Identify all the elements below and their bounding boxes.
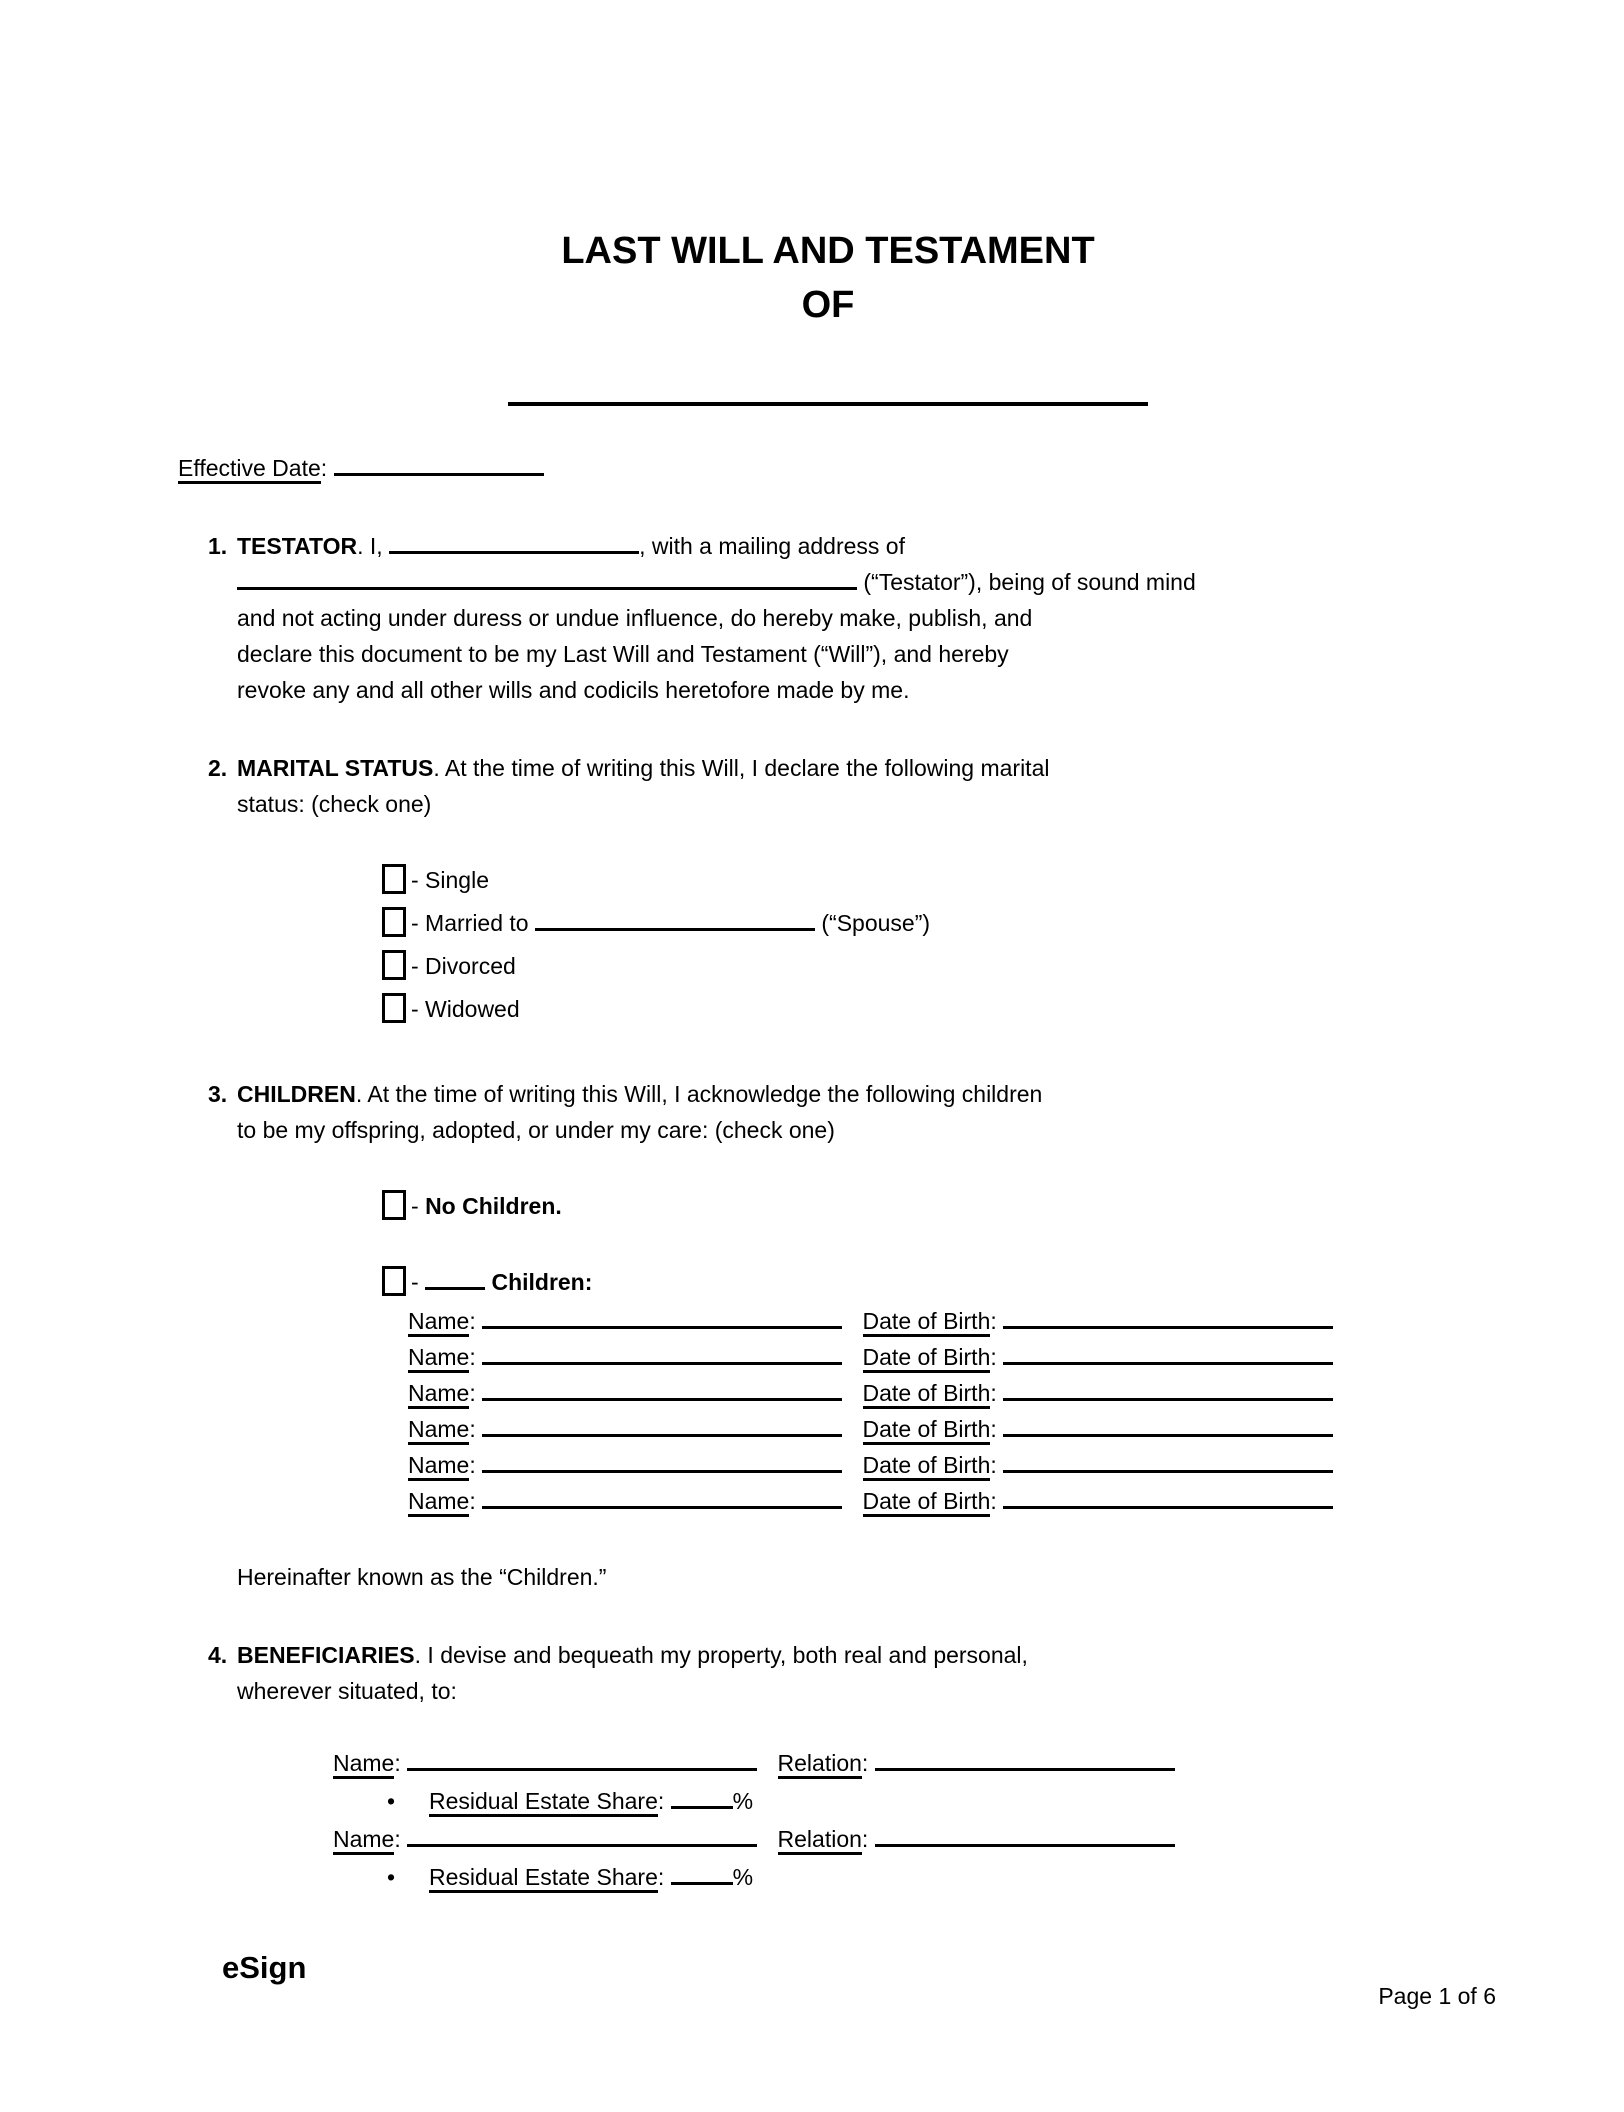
testator-text-5: declare this document to be my Last Will and Testament (“Will”), and hereby xyxy=(237,641,1009,667)
testator-name-line[interactable] xyxy=(508,402,1148,406)
title-line-2: OF xyxy=(801,284,855,326)
child-dob-colon: : xyxy=(990,1344,997,1370)
residual-share-blank[interactable] xyxy=(671,1860,733,1885)
child-dob-label: Date of Birth xyxy=(863,1416,991,1445)
child-dob-label: Date of Birth xyxy=(863,1380,991,1409)
child-name-colon: : xyxy=(469,1452,476,1478)
beneficiary-name-colon: : xyxy=(394,1750,401,1776)
testator-name-blank[interactable] xyxy=(389,529,639,554)
children-count-colon: : xyxy=(584,1269,593,1295)
page-number: Page 1 of 6 xyxy=(1378,1983,1496,2009)
child-name-blank[interactable] xyxy=(482,1484,842,1509)
residual-share-label: Residual Estate Share xyxy=(429,1864,658,1893)
residual-share-colon: : xyxy=(657,1864,665,1890)
child-name-label: Name xyxy=(408,1452,469,1481)
beneficiary-name-blank[interactable] xyxy=(407,1822,757,1847)
testator-text-6: revoke any and all other wills and codicils heretofore made by me. xyxy=(237,677,910,703)
effective-date-colon: : xyxy=(320,455,328,481)
section-marital-status xyxy=(178,750,1478,1034)
section-testator-number: 1. xyxy=(208,533,228,559)
child-name-label: Name xyxy=(408,1416,469,1445)
child-row xyxy=(408,1483,1478,1519)
testator-text-1: . I, xyxy=(357,533,383,559)
children-text-2: to be my offspring, adopted, or under my care: (check one) xyxy=(237,1117,835,1143)
child-row xyxy=(408,1303,1478,1339)
checkbox-married[interactable] xyxy=(382,907,406,937)
children-count-blank[interactable] xyxy=(425,1265,485,1290)
beneficiary-name-colon: : xyxy=(394,1826,401,1852)
testator-text-4: and not acting under duress or undue influence, do hereby make, publish, and xyxy=(237,605,1033,631)
child-name-blank[interactable] xyxy=(482,1304,842,1329)
checkbox-children-count[interactable] xyxy=(382,1266,406,1296)
residual-share-row xyxy=(387,1859,1478,1895)
option-single xyxy=(382,862,1478,898)
marital-options xyxy=(382,862,1478,1027)
child-dob-blank[interactable] xyxy=(1003,1340,1333,1365)
children-text-1: . At the time of writing this Will, I acknowledge the following children xyxy=(355,1081,1043,1107)
child-name-label: Name xyxy=(408,1488,469,1517)
beneficiaries-text-2: wherever situated, to: xyxy=(237,1678,457,1704)
no-children-label: No Children. xyxy=(425,1193,562,1219)
residual-share-blank[interactable] xyxy=(671,1784,733,1809)
option-married-suffix: (“Spouse”) xyxy=(821,910,931,936)
option-widowed xyxy=(382,991,1478,1027)
section-testator-heading: TESTATOR xyxy=(237,533,358,559)
section-children-heading: CHILDREN xyxy=(237,1081,356,1107)
child-dob-label: Date of Birth xyxy=(863,1308,991,1337)
child-name-label: Name xyxy=(408,1308,469,1337)
no-children-dash: - xyxy=(411,1193,419,1219)
child-name-label: Name xyxy=(408,1344,469,1373)
child-name-blank[interactable] xyxy=(482,1376,842,1401)
residual-share-row xyxy=(387,1783,1478,1819)
section-children-body xyxy=(237,1076,1478,1595)
beneficiary-relation-label: Relation xyxy=(778,1750,862,1779)
marital-text-1: . At the time of writing this Will, I declare the following marital xyxy=(433,755,1050,781)
section-beneficiaries-number: 4. xyxy=(208,1642,228,1668)
children-list xyxy=(408,1303,1478,1519)
section-testator xyxy=(178,528,1478,708)
child-dob-blank[interactable] xyxy=(1003,1412,1333,1437)
child-row xyxy=(408,1375,1478,1411)
child-dob-blank[interactable] xyxy=(1003,1484,1333,1509)
option-divorced xyxy=(382,948,1478,984)
child-name-colon: : xyxy=(469,1380,476,1406)
children-count-label: Children xyxy=(491,1269,585,1295)
checkbox-single[interactable] xyxy=(382,864,406,894)
beneficiary-row xyxy=(333,1821,1478,1857)
beneficiary-name-label: Name xyxy=(333,1750,394,1779)
child-name-colon: : xyxy=(469,1344,476,1370)
checkbox-divorced[interactable] xyxy=(382,950,406,980)
child-name-colon: : xyxy=(469,1308,476,1334)
spouse-name-blank[interactable] xyxy=(535,906,815,931)
section-beneficiaries xyxy=(178,1637,1478,1897)
child-dob-blank[interactable] xyxy=(1003,1376,1333,1401)
child-dob-colon: : xyxy=(990,1488,997,1514)
beneficiaries-text-1: . I devise and bequeath my property, both real and personal, xyxy=(414,1642,1028,1668)
child-row xyxy=(408,1339,1478,1375)
child-name-colon: : xyxy=(469,1488,476,1514)
beneficiary-relation-colon: : xyxy=(861,1750,869,1776)
child-dob-colon: : xyxy=(990,1452,997,1478)
option-married xyxy=(382,905,1478,941)
bullet-icon: • xyxy=(387,1864,396,1890)
option-no-children xyxy=(382,1188,1478,1224)
beneficiary-relation-label: Relation xyxy=(778,1826,862,1855)
title-line-1: LAST WILL AND TESTAMENT xyxy=(561,230,1095,272)
beneficiary-row xyxy=(333,1745,1478,1781)
child-dob-blank[interactable] xyxy=(1003,1304,1333,1329)
effective-date-blank[interactable] xyxy=(334,451,544,476)
section-children xyxy=(178,1076,1478,1595)
beneficiary-name-blank[interactable] xyxy=(407,1746,757,1771)
beneficiary-relation-blank[interactable] xyxy=(875,1746,1175,1771)
child-dob-colon: : xyxy=(990,1416,997,1442)
child-name-blank[interactable] xyxy=(482,1412,842,1437)
child-name-blank[interactable] xyxy=(482,1340,842,1365)
percent-sign: % xyxy=(732,1788,754,1814)
effective-date-row xyxy=(178,450,1478,486)
esign-logo: eSign xyxy=(222,1950,307,1985)
checkbox-widowed[interactable] xyxy=(382,993,406,1023)
checkbox-no-children[interactable] xyxy=(382,1190,406,1220)
option-married-label: - Married to xyxy=(411,910,529,936)
section-testator-body xyxy=(237,528,1478,708)
bullet-icon: • xyxy=(387,1788,396,1814)
section-beneficiaries-body xyxy=(237,1637,1478,1897)
section-beneficiaries-heading: BENEFICIARIES xyxy=(237,1642,415,1668)
effective-date-label: Effective Date xyxy=(178,455,321,484)
section-marital-number: 2. xyxy=(208,755,228,781)
child-dob-colon: : xyxy=(990,1380,997,1406)
beneficiaries-list xyxy=(333,1745,1478,1895)
section-children-number: 3. xyxy=(208,1081,228,1107)
beneficiary-relation-colon: : xyxy=(861,1826,869,1852)
testator-text-3: (“Testator”), being of sound mind xyxy=(863,569,1196,595)
child-name-blank[interactable] xyxy=(482,1448,842,1473)
child-name-label: Name xyxy=(408,1380,469,1409)
residual-share-colon: : xyxy=(657,1788,665,1814)
hereinafter-note: Hereinafter known as the “Children.” xyxy=(237,1564,607,1590)
marital-text-2: status: (check one) xyxy=(237,791,432,817)
child-dob-label: Date of Birth xyxy=(863,1488,991,1517)
child-dob-blank[interactable] xyxy=(1003,1448,1333,1473)
option-widowed-label: - Widowed xyxy=(411,996,520,1022)
page-title xyxy=(178,224,1478,332)
child-dob-colon: : xyxy=(990,1308,997,1334)
option-single-label: - Single xyxy=(411,867,489,893)
child-dob-label: Date of Birth xyxy=(863,1452,991,1481)
mailing-address-blank[interactable] xyxy=(237,565,857,590)
section-marital-body xyxy=(237,750,1478,1034)
section-marital-heading: MARITAL STATUS xyxy=(237,755,434,781)
child-row xyxy=(408,1411,1478,1447)
beneficiary-relation-blank[interactable] xyxy=(875,1822,1175,1847)
child-name-colon: : xyxy=(469,1416,476,1442)
residual-share-label: Residual Estate Share xyxy=(429,1788,658,1817)
beneficiary-name-label: Name xyxy=(333,1826,394,1855)
child-dob-label: Date of Birth xyxy=(863,1344,991,1373)
option-children-count xyxy=(382,1264,1478,1300)
testator-text-2: , with a mailing address of xyxy=(639,533,905,559)
percent-sign: % xyxy=(732,1864,754,1890)
child-row xyxy=(408,1447,1478,1483)
children-count-dash: - xyxy=(411,1269,419,1295)
option-divorced-label: - Divorced xyxy=(411,953,516,979)
